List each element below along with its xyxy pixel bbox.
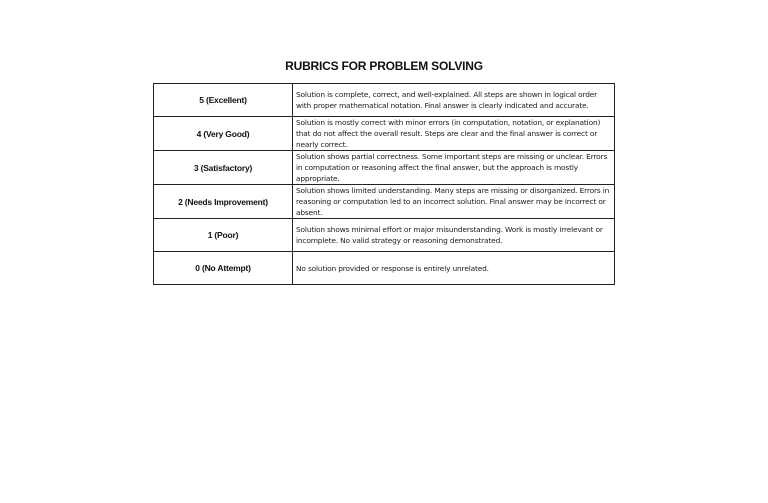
score-cell: 4 (Very Good)	[154, 117, 293, 151]
score-cell: 2 (Needs Improvement)	[154, 185, 293, 219]
table-row	[154, 252, 615, 285]
document-title: RUBRICS FOR PROBLEM SOLVING	[285, 59, 483, 73]
score-cell: 5 (Excellent)	[154, 84, 293, 117]
description-cell: Solution shows partial correctness. Some important steps are missing or unclear. Errors in computation or reasoning affect the final answer, but the approach is mostly appropriate.	[293, 151, 615, 185]
score-cell: 0 (No Attempt)	[154, 252, 293, 285]
description-cell: Solution shows minimal effort or major misunderstanding. Work is mostly irrelevant or incomplete. No valid strategy or reasoning demonstrated.	[293, 219, 615, 252]
score-cell: 3 (Satisfactory)	[154, 151, 293, 185]
table-row	[154, 219, 615, 252]
table-row	[154, 117, 615, 151]
table-row	[154, 84, 615, 117]
description-cell: Solution is complete, correct, and well-explained. All steps are shown in logical order with proper mathematical notation. Final answer is clearly indicated and accurate.	[293, 84, 615, 117]
description-cell: Solution shows limited understanding. Many steps are missing or disorganized. Errors in reasoning or computation led to an incorrect solution. Final answer may be incorrect or absent.	[293, 185, 615, 219]
table-row	[154, 185, 615, 219]
table-row	[154, 151, 615, 185]
rubric-table	[153, 83, 615, 285]
description-cell: No solution provided or response is entirely unrelated.	[293, 252, 615, 285]
description-cell: Solution is mostly correct with minor errors (in computation, notation, or explanation) that do not affect the overall result. Steps are clear and the final answer is correct or nearly correct.	[293, 117, 615, 151]
score-cell: 1 (Poor)	[154, 219, 293, 252]
